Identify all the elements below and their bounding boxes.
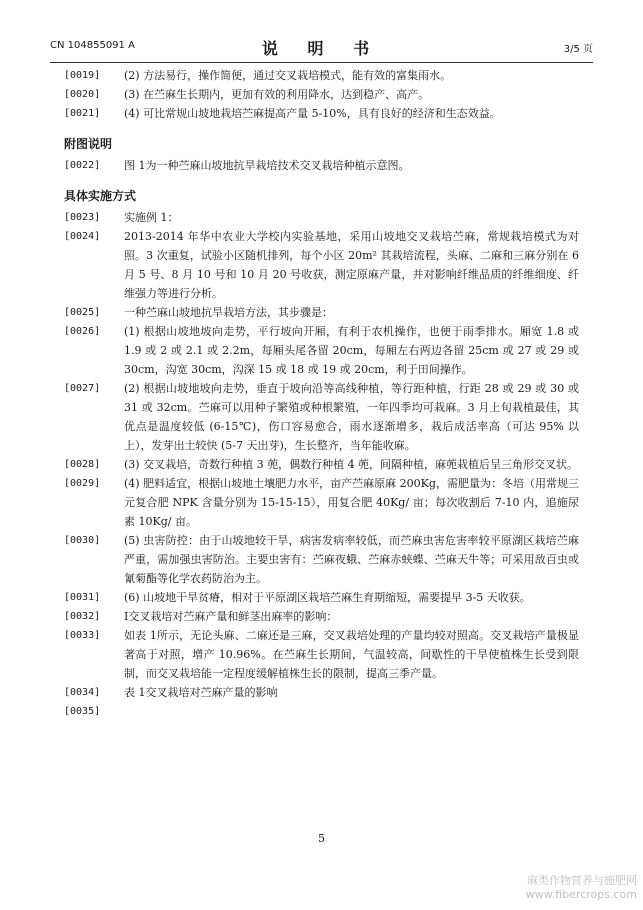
paragraph-text: (3) 交叉栽培，奇数行种植 3 蔸，偶数行种植 4 蔸，间隔种植，麻蔸栽植后呈三角形交叉状。	[124, 458, 579, 471]
paragraph-text: 一种苎麻山坡地抗旱栽培方法，其步骤是：	[124, 306, 333, 319]
paragraph	[64, 322, 579, 379]
paragraph-text: 表 1交叉栽培对苎麻产量的影响	[124, 686, 278, 699]
paragraph-text: 2013-2014 年华中农业大学校内实验基地，采用山坡地交叉栽培苎麻，常规栽培模式为对照。3 次重复，试验小区随机排列，每个小区 20m² 其栽培流程，头麻、二麻和三麻分别在 6 月 5 号、8 月 10 号和 10 月 20 号收获，测定原麻产量，并对影响纤维品质的纤维细度、纤维强力等进行分析。	[124, 230, 579, 300]
header-divider	[50, 62, 593, 63]
document-body	[64, 66, 579, 721]
paragraph	[64, 85, 579, 104]
page-number: 5	[318, 832, 325, 845]
paragraph-number: [0035]	[64, 706, 101, 717]
paragraph-text: (5) 虫害防控：由于山坡地较干旱，病害发病率较低，而苎麻虫害危害率较平原湖区栽培苎麻严重，需加强虫害防治。主要虫害有：苎麻夜蛾、苎麻赤蛱蝶、苎麻天牛等；可采用敌百虫或氰菊酯等化学农药防治为主。	[124, 534, 579, 585]
paragraph-number: [0026]	[64, 326, 101, 337]
section-heading-drawings: 附图说明	[64, 137, 113, 151]
paragraph	[64, 626, 579, 683]
paragraph-number: [0024]	[64, 231, 101, 242]
watermark-line2: www.fibercrops.com	[525, 888, 637, 901]
paragraph-number: [0021]	[64, 108, 101, 119]
paragraph-text: (2) 根据山坡地坡向走势，垂直于坡向沿等高线种植，等行距种植，行距 28 或 29 或 30 或 31 或 32cm。苎麻可以用种子繁殖或种根繁殖，一年四季均可栽麻。3 月上旬栽植最佳，其优点是温度较低 (6-15℃)，伤口容易愈合，雨水逐渐增多，栽后成活率高（可达 95% 以上），发芽出土较快 (5-7 天出芽)，生长整齐，当年能收麻。	[124, 382, 579, 452]
paragraph-text: (6) 山坡地干旱贫瘠，相对于平原湖区栽培苎麻生育期缩短，需要提早 3-5 天收获。	[124, 591, 531, 604]
paragraph-text: 如表 1所示，无论头麻、二麻还是三麻，交叉栽培处理的产量均较对照高。交叉栽培产量极显著高于对照，增产 10.96%。在苎麻生长期间，气温较高，间歇性的干旱使植株生长受到限制，而交叉栽培能一定程度缓解植株生长的限制，提高三季产量。	[124, 629, 579, 680]
paragraph	[64, 379, 579, 455]
paragraph-text: (4) 肥料适宜，根据山坡地土壤肥力水平，亩产苎麻原麻 200Kg，需肥量为：冬培（用常规三元复合肥 NPK 含量分别为 15-15-15），用复合肥 40Kg/ 亩；每次收割后 7-10 内，追施尿素 10Kg/ 亩。	[124, 477, 579, 528]
paragraph	[64, 531, 579, 588]
paragraph-number: [0023]	[64, 212, 101, 223]
paragraph-number: [0020]	[64, 89, 101, 100]
paragraph	[64, 104, 579, 123]
paragraph	[64, 702, 579, 721]
paragraph-text: (3) 在苎麻生长期内，更加有效的利用降水，达到稳产、高产。	[124, 88, 430, 101]
paragraph-text: (4) 可比常规山坡地栽培苎麻提高产量 5-10%，具有良好的经济和生态效益。	[124, 107, 501, 120]
paragraph-text: (2) 方法易行，操作简便，通过交叉栽培模式，能有效的富集雨水。	[124, 69, 452, 82]
page-header	[50, 26, 593, 62]
paragraph-text: 实施例 1：	[124, 211, 179, 224]
paragraph	[64, 227, 579, 303]
paragraph	[64, 683, 579, 702]
paragraph	[64, 588, 579, 607]
paragraph-number: [0033]	[64, 630, 101, 641]
paragraph-number: [0025]	[64, 307, 101, 318]
paragraph-list-drawings	[64, 156, 579, 175]
paragraph-number: [0030]	[64, 535, 101, 546]
paragraph	[64, 455, 579, 474]
paragraph-number: [0027]	[64, 383, 101, 394]
paragraph	[64, 474, 579, 531]
paragraph-list-top	[64, 66, 579, 123]
section-heading-embodiment: 具体实施方式	[64, 189, 137, 203]
document-title: 说 明 书	[261, 39, 382, 58]
paragraph-number: [0022]	[64, 160, 101, 171]
paragraph-list-embodiment	[64, 208, 579, 721]
paragraph	[64, 66, 579, 85]
paragraph-text: (1) 根据山坡地坡向走势，平行坡向开厢，有利于农机操作，也便于雨季排水。厢宽 1.8 或 1.9 或 2 或 2.1 或 2.2m，每厢头尾各留 20cm，每厢左右两边各留 25cm 或 27 或 29 或 30cm，沟宽 30cm，沟深 15 或 18 或 19 或 20cm，利于田间操作。	[124, 325, 579, 376]
paragraph	[64, 303, 579, 322]
paragraph-number: [0031]	[64, 592, 101, 603]
paragraph-text	[124, 702, 579, 721]
paragraph	[64, 156, 579, 175]
paragraph	[64, 607, 579, 626]
paragraph	[64, 208, 579, 227]
page-count: 3/5 页	[563, 44, 593, 55]
paragraph-number: [0032]	[64, 611, 101, 622]
paragraph-number: [0028]	[64, 459, 101, 470]
watermark	[526, 874, 637, 902]
paragraph-number: [0029]	[64, 478, 101, 489]
watermark-line1: 麻类作物营养与施肥网	[527, 874, 637, 887]
paragraph-text: 图 1为一种苎麻山坡地抗旱栽培技术交叉栽培种植示意图。	[124, 159, 410, 172]
paragraph-text: Ⅰ交叉栽培对苎麻产量和鲜茎出麻率的影响：	[124, 610, 338, 623]
patent-number: CN 104855091 A	[50, 40, 135, 51]
paragraph-number: [0034]	[64, 687, 101, 698]
paragraph-number: [0019]	[64, 70, 101, 81]
